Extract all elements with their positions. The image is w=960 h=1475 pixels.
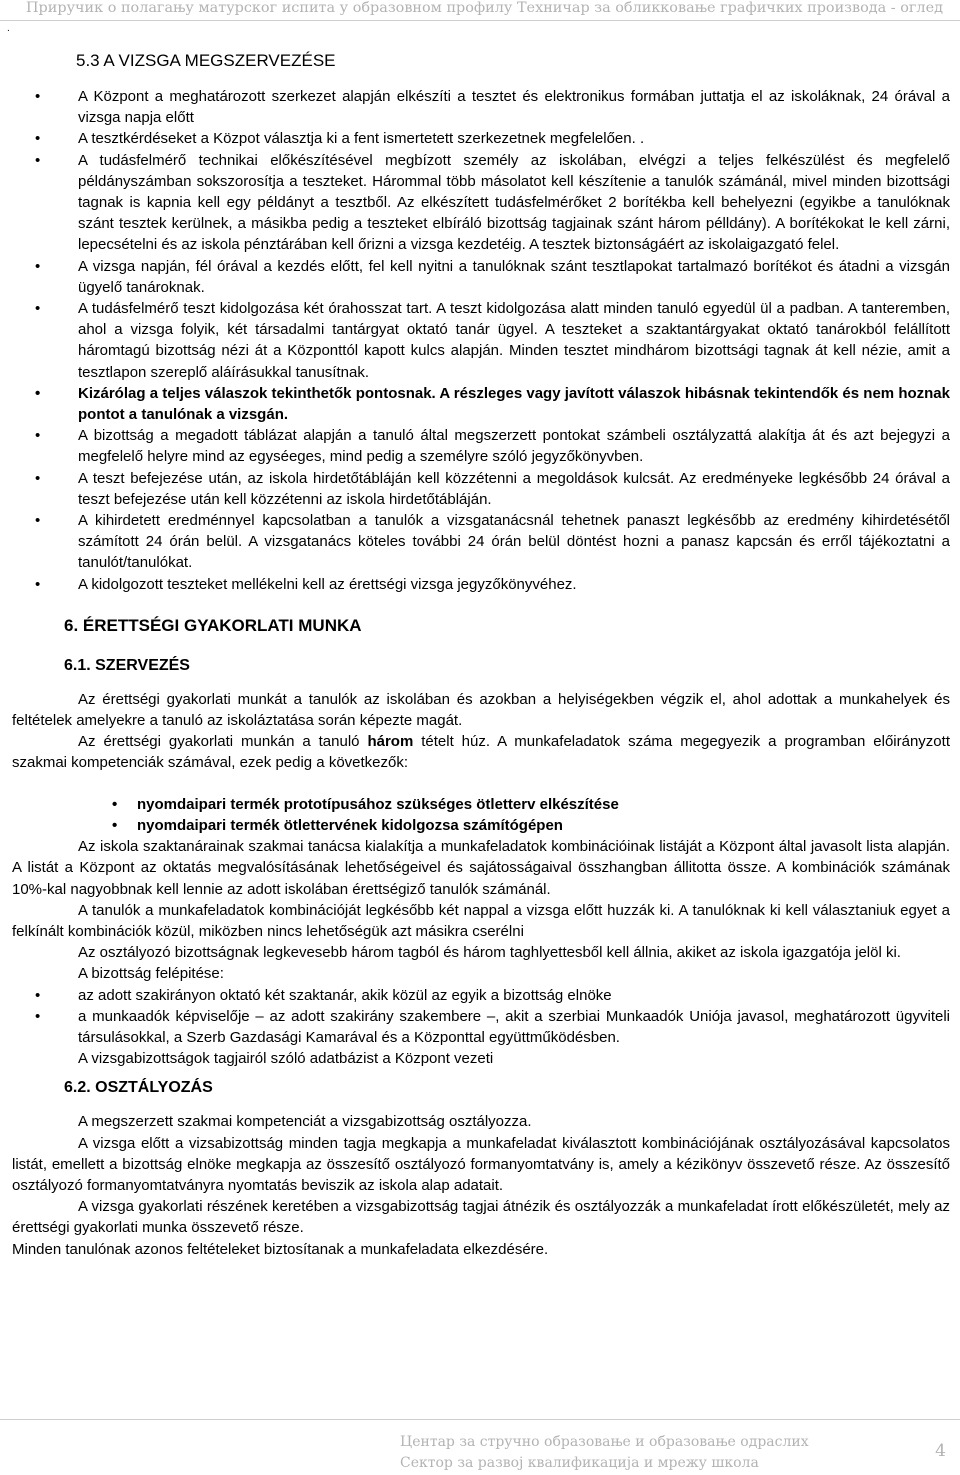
paragraph: A bizottság felépitése:: [78, 965, 224, 983]
paragraph: A vizsga előtt a vizsabizottság minden tagja megkapja a munkafeladat kiválasztott kombinációjának osztályozásával kapcsolatos listát, emellett a bizottság elnöke megkapja az összesítő osztályozó formanyomtatvány is, amely a kézikönyv összevető része. Az összesítő osztályozó formanyomtatványra nyomtatás beviszik az iskola alap adatait.: [12, 1134, 950, 1194]
task-list: [12, 794, 950, 836]
paragraph: Az érettségi gyakorlati munkát a tanulók az iskolában és azokban a helyiségekben végzik el, ahol adottak a munkahelyek és feltételek amelyekre a tanuló az iskoláztatása során képezte magát.: [12, 690, 950, 730]
footer-line: Центар за стручно образовање и образовање одраслих: [400, 1434, 809, 1450]
header-rule: [0, 20, 960, 21]
list-item: • A tudásfelmérő technikai előkészítésével megbízott személy az iskolában, elvégzi a teljes felkészülést és megfelelő példányszámban sokszorosítja a teszteket. Hárommal több másolatot kell készítenie a tanulók számánál, mivel minden bizottsági tagnak is kapnia kell egy példányt a tesztből. Az elkészített tudásfelmérőket 2 borítékba kell behelyezni (egyikbe a tanulóknak szánt tesztek kerülnek, a másikba pedig a teszteket elbíráló bizottság tagjainak szánt három pélldány). A borítékokat le kell zárni, lepecsételni és az iskola pénztárában kell őrizni a vizsga kezdetéig. A tesztek biztonságáért az iskolaigazgató felel.: [12, 150, 950, 256]
paragraph: Az osztályozó bizottságnak legkevesebb három tagból és három taghlyettesből kell állnia, akiket az iskola igazgatója jelöl ki.: [78, 944, 901, 962]
footer-rule: [0, 1419, 960, 1420]
list-item-bold: • Kizárólag a teljes válaszok tekinthetők pontosnak. A részleges vagy javított válaszok hibásnak tekintendők és nem hoznak pontot a tanulónak a vizsgán.: [12, 383, 950, 425]
paragraph: Az iskola szaktanárainak szakmai tanácsa kialakítja a munkafeladatok kombinációinak listáját a Központ által javasolt lista alapján. A listát a Központ az oktatás megvalósításának lehetőségeivel és sajátosságaival összhangban állitotta össze. A kombinációk számának 10%-kal nagyobbnak kell lennie az adott iskolában érettségiző tanulók számánál.: [12, 838, 950, 898]
section-5-3-title: 5.3 A VIZSGA MEGSZERVEZÉSE: [76, 51, 336, 70]
task-item: • nyomdaipari termék ötlettervének kidolgozsa számítógépen: [12, 815, 950, 836]
paragraph: Az érettségi gyakorlati munkán a tanuló három tételt húz. A munkafeladatok száma megegyezik a programban előirányzott szakmai kompetenciák számával, ezek pedig a következők:: [12, 733, 950, 772]
list-item: • az adott szakirányon oktató két szaktanár, akik közül az egyik a bizottság elnöke: [12, 985, 950, 1006]
list-item: • a munkaadók képviselője – az adott szakirány szakembere –, akit a szerbiai Munkaadók Uniója javasol, meghatározott ügyviteli társulásokkal, a Szerb Gazdasági Kamarával és a Központtal együttműködésben.: [12, 1006, 950, 1048]
paragraph: A vizsgabizottságok tagjairól szóló adatbázist a Központ vezeti: [78, 1050, 494, 1068]
committee-list: [12, 985, 950, 1049]
organization-list: [12, 86, 950, 595]
list-item: • A tesztkérdéseket a Közpot választja ki a fent ismertetett szerkezetnek megfelelően. .: [12, 128, 950, 149]
list-item: • A Központ a meghatározott szerkezet alapján elkészíti a tesztet és elektronikus formában juttatja el az iskoláknak, 24 órával a vizsga napja előtt: [12, 86, 950, 128]
list-item: • A vizsga napján, fél órával a kezdés előtt, fel kell nyitni a tanulóknak szánt tesztlapokat tartalmazó borítékot és átadni a vizsgán ügyelő tanároknak.: [12, 256, 950, 298]
document-body: [12, 50, 950, 1260]
list-item: • A kihirdetett eredménnyel kapcsolatban a tanulók a vizsgatanácsnál tehetnek panaszt legkésőbb az eredmény kihirdetésétől számított 24 órán belül. A vizsgatanács köteles további 24 órán belül döntést hozni a panasz kapcsán és erről tájékoztatni a tanulót/tanulókat.: [12, 510, 950, 574]
corner-dot: .: [7, 23, 10, 34]
page-number: 4: [935, 1441, 946, 1461]
list-item: • A teszt befejezése után, az iskola hirdetőtábláján kell közzétenni a megoldások kulcsát. Az eredményeke legkésőbb 24 órával a teszt befejezése után kell közzétenni az iskola hirdetőtábláján.: [12, 468, 950, 510]
footer: [400, 1432, 809, 1474]
task-item: • nyomdaipari termék prototípusához szükséges ötletterv elkészítése: [12, 794, 950, 815]
section-6-title: 6. ÉRETTSÉGI GYAKORLATI MUNKA: [64, 615, 362, 635]
section-6-2-title: 6.2. OSZTÁLYOZÁS: [64, 1079, 213, 1097]
paragraph: A vizsga gyakorlati részének keretében a vizsgabizottság tagjai átnézik és osztályozzák a munkafeladat írott előkészületét, mely az érettségi gyakorlati munka összevető része.: [12, 1198, 950, 1237]
list-item: • A kidolgozott teszteket mellékelni kell az érettségi vizsga jegyzőkönyvéhez.: [12, 574, 950, 595]
list-item: • A tudásfelmérő teszt kidolgozása két órahosszat tart. A teszt kidolgozása alatt minden tanuló egyedül ül a padban. A tanteremben, ahol a vizsga folyik, két társadalmi tantárgyat oktató tanár ügyel. A teszteket a szaktantárgyakat oktató tanárokból felállított háromtagú bizottság nézi át a Központtól kapott kulcs alapján. Minden tesztet mindhárom bizottsági tagnak át kell nézie, amit a tesztlapon szereplő aláírásukkal tanusítnak.: [12, 298, 950, 383]
paragraph: A megszerzett szakmai kompetenciát a vizsgabizottság osztályozza.: [78, 1113, 532, 1131]
paragraph: Minden tanulónak azonos feltételeket biztosítanak a munkafeladata elkezdésére.: [12, 1240, 549, 1258]
section-6-1-title: 6.1. SZERVEZÉS: [64, 656, 190, 674]
footer-line: Сектор за развој квалификација и мрежу школа: [400, 1455, 759, 1471]
paragraph: A tanulók a munkafeladatok kombinációját legkésőbb két nappal a vizsga előtt huzzák ki. A tanulóknak ki kell választaniuk egyet a felkínált kombinációk közül, miközben nincs lehetőségük azt másikra cserélni: [12, 901, 950, 940]
running-header: Приручик о полагању матурског испита у образовном профилу Техничар за обликковање графичких производа - оглед: [26, 0, 943, 16]
list-item: • A bizottság a megadott táblázat alapján a tanuló által megszerzett pontokat számbeli osztályzattá alakítja át és azt bejegyzi a megfelelő helyre mind az egyséeges, mind pedig a személyre szóló jegyzőkönyvben.: [12, 425, 950, 467]
